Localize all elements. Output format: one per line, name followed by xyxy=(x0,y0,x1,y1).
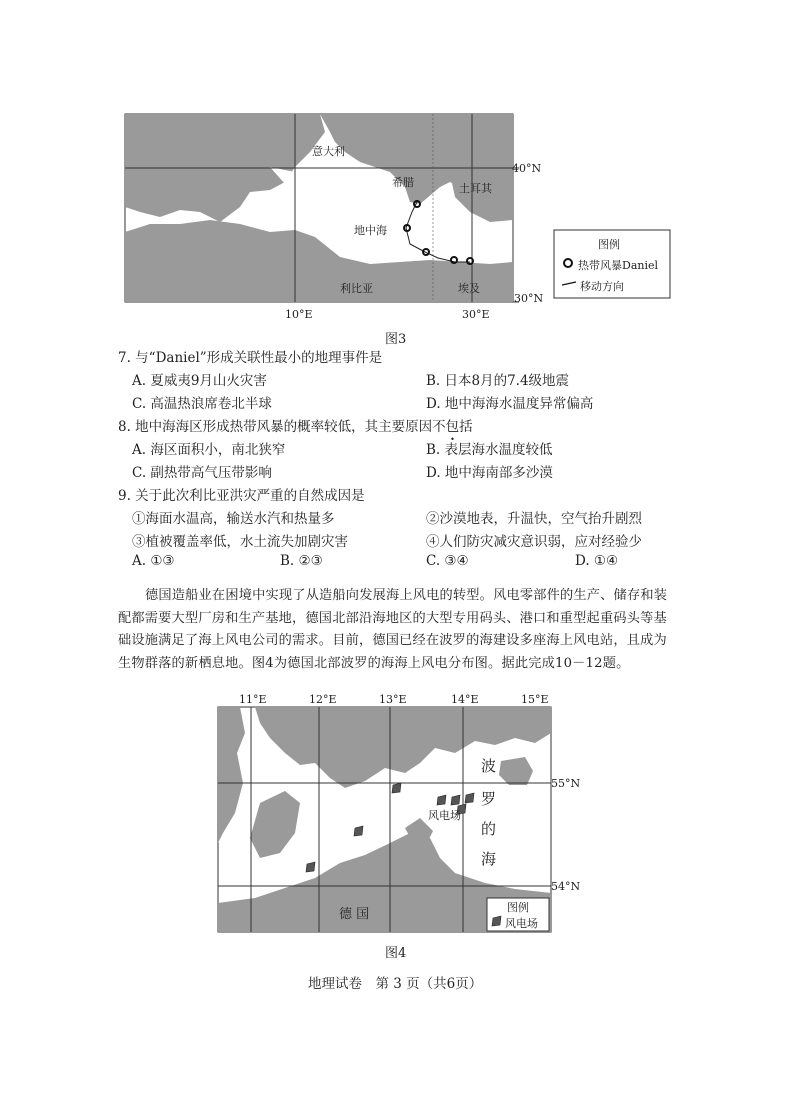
place-italy: 意大利 xyxy=(312,145,345,158)
q9-option-d: D. ①④ xyxy=(575,553,619,569)
lon-14e: 14°E xyxy=(451,693,479,706)
legend2-title: 图例 xyxy=(507,901,529,914)
q9-statement-4: ④人们防灾减灾意识弱，应对经验少 xyxy=(426,534,642,550)
sea-char-3: 的 xyxy=(481,820,497,838)
q9-option-a: A. ①③ xyxy=(132,553,175,569)
q8-option-b: B. 表层海水温度较低 xyxy=(426,442,553,458)
lon-13e: 13°E xyxy=(379,693,407,706)
q8-stem-emphasis: 不包括 xyxy=(432,419,473,435)
lon-10e: 10°E xyxy=(285,308,313,321)
q9-statement-3: ③植被覆盖率低，水土流失加剧灾害 xyxy=(132,534,348,550)
q8-stem xyxy=(118,415,473,435)
fig3-caption: 图3 xyxy=(385,332,407,347)
page-footer: 地理试卷 第 3 页（共6页） xyxy=(308,976,483,992)
q8-option-d: D. 地中海南部多沙漠 xyxy=(426,465,553,481)
windfarm-map-label: 风电场 xyxy=(428,809,461,822)
q7-option-a: A. 夏威夷9月山火灾害 xyxy=(132,373,267,389)
place-med-sea: 地中海 xyxy=(354,224,387,237)
q8-option-a: A. 海区面积小，南北狭窄 xyxy=(132,442,286,458)
lat-54n: 54°N xyxy=(551,880,581,893)
place-greece: 希腊 xyxy=(392,176,414,189)
place-turkey: 土耳其 xyxy=(459,182,492,195)
map-fig4 xyxy=(215,693,581,938)
q9-stem: 9. 关于此次利比亚洪灾严重的自然成因是 xyxy=(118,488,365,504)
q9-option-b: B. ②③ xyxy=(280,553,323,569)
lon-15e: 15°E xyxy=(521,693,549,706)
legend-direction-label: 移动方向 xyxy=(580,280,624,293)
q7-option-c: C. 高温热浪席卷北半球 xyxy=(132,396,272,412)
q9-option-c: C. ③④ xyxy=(426,553,469,569)
sea-char-2: 罗 xyxy=(481,790,497,808)
legend-storm-label: 热带风暴Daniel xyxy=(578,259,659,272)
sea-char-4: 海 xyxy=(481,850,497,868)
country-germany: 德 国 xyxy=(339,907,370,922)
q7-option-b: B. 日本8月的7.4级地震 xyxy=(426,373,570,389)
sea-char-1: 波 xyxy=(481,757,497,775)
q8-option-c: C. 副热带高气压带影响 xyxy=(132,465,272,481)
place-libya: 利比亚 xyxy=(340,282,373,295)
q9-statement-2: ②沙漠地表，升温快，空气抬升剧烈 xyxy=(426,511,642,527)
q8-stem-text: 8. 地中海海区形成热带风暴的概率较低，其主要原因 xyxy=(118,419,433,435)
legend-title: 图例 xyxy=(598,238,620,251)
legend2-item: 风电场 xyxy=(505,917,538,930)
map-fig3 xyxy=(120,112,680,327)
q9-statement-1: ①海面水温高，输送水汽和热量多 xyxy=(132,511,335,527)
lon-11e: 11°E xyxy=(239,693,267,706)
fig4-caption: 图4 xyxy=(385,946,407,961)
q7-option-d: D. 地中海海水温度异常偏高 xyxy=(426,396,594,412)
place-egypt: 埃及 xyxy=(458,282,480,295)
lat-30n: 30°N xyxy=(514,292,544,305)
lat-40n: 40°N xyxy=(512,162,542,175)
q7-stem: 7. 与“Daniel”形成关联性最小的地理事件是 xyxy=(118,350,383,366)
lon-30e: 30°E xyxy=(462,308,490,321)
passage: 德国造船业在困境中实现了从造船向发展海上风电的转型。风电零部件的生产、储存和装配都需要大型厂房和生产基地，德国北部沿海地区的大型专用码头、港口和重型起重码头等基础设施满足了海上风电公司的需求。目前，德国已经在波罗的海建设多座海上风电站，且成为生物群落的新栖息地。图4为德国北部波罗的海海上风电分布图。据此完成10－12题。 xyxy=(118,588,668,671)
map-fig3-svg xyxy=(120,112,680,327)
lat-55n: 55°N xyxy=(551,777,581,790)
lon-12e: 12°E xyxy=(309,693,337,706)
